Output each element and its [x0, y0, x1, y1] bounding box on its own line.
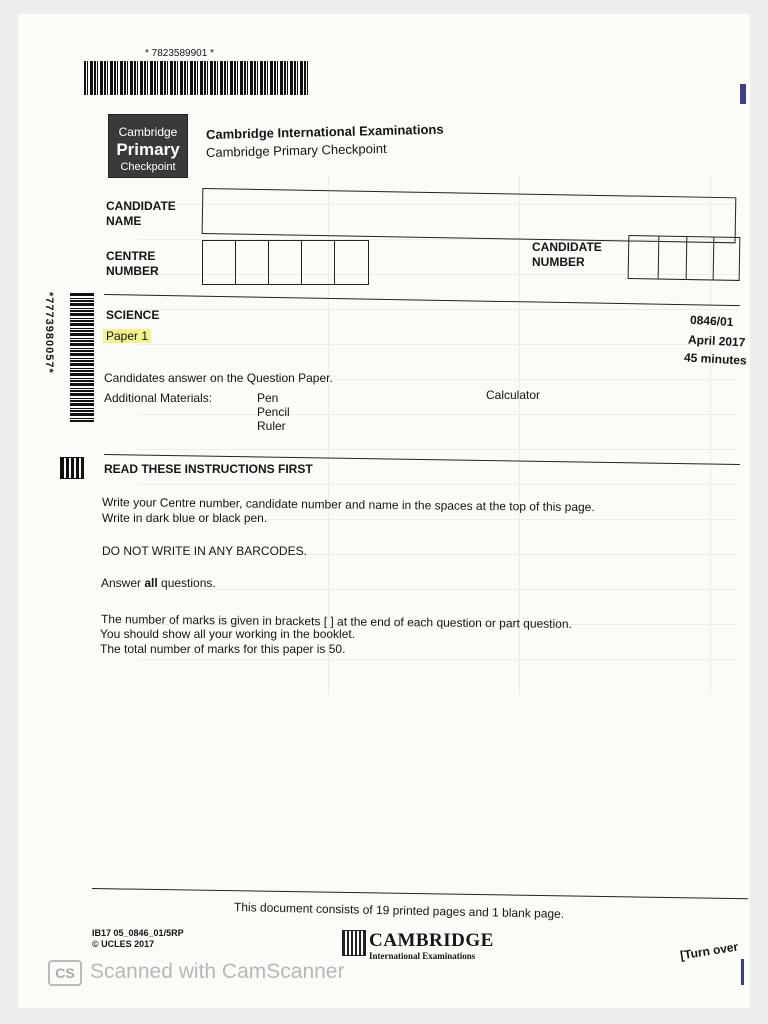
instruction-line: You should show all your working in the booklet.: [100, 627, 356, 641]
camscanner-watermark: Scanned with CamScanner: [90, 960, 345, 983]
centre-number-boxes[interactable]: [202, 240, 369, 285]
candidate-number-label-line-2: NUMBER: [532, 255, 585, 269]
instruction-emphasis: all: [144, 576, 158, 590]
exam-session: April 2017: [687, 332, 746, 350]
side-barcode-number-wrap: [44, 292, 66, 422]
paper-code: 0846/01: [689, 312, 734, 330]
subject: SCIENCE: [106, 308, 160, 322]
cambridge-crest-icon: [342, 930, 366, 956]
turn-over: [Turn over: [679, 939, 740, 963]
centre-digit-divider: [268, 241, 269, 284]
instruction-line: DO NOT WRITE IN ANY BARCODES.: [102, 544, 307, 558]
material-item: Pen: [257, 391, 279, 405]
page-edge-mark: [741, 959, 744, 985]
candidate-number-label-line-1: CANDIDATE: [532, 240, 602, 254]
centre-number-label-line-2: NUMBER: [106, 264, 159, 278]
answer-note: Candidates answer on the Question Paper.: [104, 371, 333, 385]
instruction-line: Write in dark blue or black pen.: [102, 511, 268, 525]
top-barcode: [84, 61, 310, 95]
exam-duration: 45 minutes: [683, 350, 748, 368]
candidate-name-label-line-2: NAME: [106, 214, 142, 228]
page-edge-mark: [740, 84, 746, 104]
page-count: This document consists of 19 printed pages and 1 blank page.: [233, 900, 565, 921]
calculator-material: Calculator: [486, 388, 541, 402]
qr-code-icon: [60, 457, 84, 479]
instruction-line: [101, 576, 216, 590]
centre-number-label-line-1: CENTRE: [106, 249, 156, 263]
reference-code: IB17 05_0846_01/5RP: [92, 928, 184, 938]
candidate-name-label-line-1: CANDIDATE: [106, 199, 176, 213]
barcode-number: * 7823589901 *: [145, 48, 214, 59]
candidate-name-label: [106, 199, 176, 229]
paper-highlight: Paper 1: [103, 329, 151, 343]
centre-digit-divider: [334, 241, 335, 284]
org-subtitle: Cambridge Primary Checkpoint: [205, 140, 387, 160]
footer-divider: [92, 888, 748, 899]
instruction-line: Write your Centre number, candidate number and name in the spaces at the top of this page.: [101, 495, 595, 515]
cambridge-wordmark: CAMBRIDGE: [369, 930, 494, 951]
centre-number-label: [106, 249, 159, 279]
materials-list: [257, 391, 290, 433]
material-item: Pencil: [257, 405, 290, 419]
paper-label: [103, 329, 151, 343]
side-barcode-number: *7773980057*: [43, 292, 55, 374]
candidate-digit-divider: [658, 237, 660, 279]
document-reference: [92, 928, 184, 950]
centre-digit-divider: [235, 241, 236, 284]
candidate-number-boxes[interactable]: [628, 235, 741, 281]
exam-cover-page: [18, 14, 750, 1008]
cambridge-footer-logo: [369, 931, 494, 961]
centre-digit-divider: [301, 241, 302, 284]
candidate-digit-divider: [686, 237, 688, 279]
copyright-notice: © UCLES 2017: [92, 939, 155, 949]
instruction-text: questions.: [157, 576, 216, 590]
cambridge-primary-checkpoint-logo: [108, 114, 188, 178]
logo-line-3: Checkpoint: [120, 161, 176, 173]
candidate-digit-divider: [713, 237, 715, 279]
org-title: Cambridge International Examinations: [205, 121, 444, 142]
camscanner-logo-icon: CS: [48, 960, 82, 986]
logo-line-2: Primary: [116, 140, 180, 159]
instructions-heading: READ THESE INSTRUCTIONS FIRST: [104, 462, 313, 476]
materials-label: Additional Materials:: [104, 391, 213, 405]
instruction-text: Answer: [101, 576, 145, 590]
candidate-number-label: [532, 240, 602, 270]
logo-line-1: Cambridge: [118, 125, 178, 139]
material-item: Ruler: [257, 419, 286, 433]
side-barcode: [70, 292, 94, 422]
cambridge-subtitle: International Examinations: [369, 951, 476, 961]
instruction-line: The number of marks is given in brackets [ ] at the end of each question or part question.: [100, 612, 572, 631]
instruction-line: The total number of marks for this paper is 50.: [100, 642, 346, 656]
